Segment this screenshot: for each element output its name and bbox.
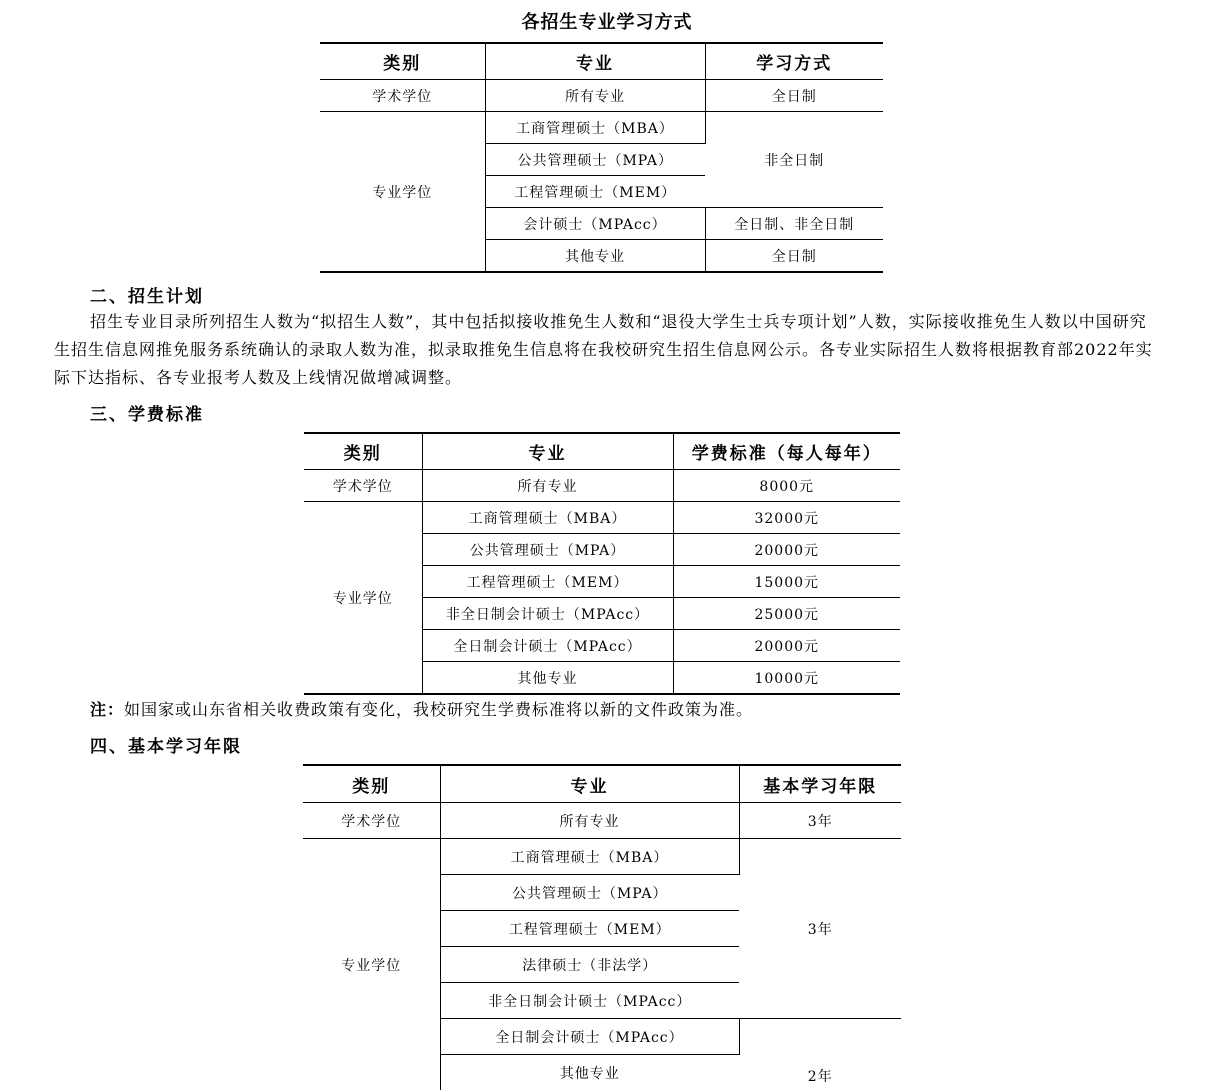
major-cell: 工程管理硕士（MEM） xyxy=(440,911,739,947)
section-heading-enrollment-plan: 二、招生计划 xyxy=(90,282,204,307)
fee-cell: 15000元 xyxy=(673,566,900,598)
category-cell: 专业学位 xyxy=(320,112,485,273)
table-row xyxy=(303,839,901,875)
column-header: 专业 xyxy=(485,43,705,80)
table-row xyxy=(304,502,900,534)
column-header: 类别 xyxy=(304,433,422,470)
major-cell: 公共管理硕士（MPA） xyxy=(485,144,705,176)
table-row xyxy=(303,803,901,839)
table1-caption: 各招生专业学习方式 xyxy=(0,8,1214,34)
major-cell: 全日制会计硕士（MPAcc） xyxy=(440,1019,739,1055)
fee-cell: 8000元 xyxy=(673,470,900,502)
table-row xyxy=(320,80,883,112)
major-cell: 公共管理硕士（MPA） xyxy=(422,534,673,566)
section-heading-tuition: 三、学费标准 xyxy=(90,400,204,425)
major-cell: 非全日制会计硕士（MPAcc） xyxy=(422,598,673,630)
fee-cell: 10000元 xyxy=(673,662,900,695)
major-cell: 会计硕士（MPAcc） xyxy=(485,208,705,240)
major-cell: 工商管理硕士（MBA） xyxy=(422,502,673,534)
table-row xyxy=(304,470,900,502)
tuition-note xyxy=(90,697,753,720)
study-years-table xyxy=(303,764,901,1090)
major-cell: 其他专业 xyxy=(440,1055,739,1090)
category-cell: 学术学位 xyxy=(303,803,440,839)
years-cell: 3年 xyxy=(739,803,901,839)
major-cell: 全日制会计硕士（MPAcc） xyxy=(422,630,673,662)
major-cell: 公共管理硕士（MPA） xyxy=(440,875,739,911)
column-header: 基本学习年限 xyxy=(739,765,901,803)
years-value: 2年 xyxy=(808,1069,833,1085)
major-cell: 工商管理硕士（MBA） xyxy=(440,839,739,875)
enrollment-plan-paragraph: 招生专业目录所列招生人数为“拟招生人数”，其中包括拟接收推免生人数和“退役大学生士兵专项计划”人数，实际接收推免生人数以中国研究生招生信息网推免服务系统确认的录取人数为准，拟录取推免生信息将在我校研究生招生信息网公示。各专业实际招生人数将根据教育部2022年实际下达指标、各专业报考人数及上线情况做增减调整。 xyxy=(54,308,1154,392)
table-row xyxy=(320,112,883,144)
major-cell: 工程管理硕士（MEM） xyxy=(485,176,705,208)
years-cell: 3年 xyxy=(739,839,901,1019)
fee-cell: 20000元 xyxy=(673,630,900,662)
section-heading-study-years: 四、基本学习年限 xyxy=(90,732,242,757)
mode-cell: 非全日制 xyxy=(705,112,883,208)
fee-cell: 20000元 xyxy=(673,534,900,566)
category-cell: 专业学位 xyxy=(304,502,422,695)
mode-cell: 全日制 xyxy=(705,240,883,273)
table-header-row xyxy=(303,765,901,803)
study-mode-table xyxy=(320,42,883,273)
major-cell: 所有专业 xyxy=(440,803,739,839)
major-cell: 其他专业 xyxy=(422,662,673,695)
note-text: 如国家或山东省相关收费政策有变化，我校研究生学费标准将以新的文件政策为准。 xyxy=(124,700,753,719)
category-cell: 学术学位 xyxy=(320,80,485,112)
major-cell: 其他专业 xyxy=(485,240,705,273)
column-header: 类别 xyxy=(320,43,485,80)
major-cell: 工商管理硕士（MBA） xyxy=(485,112,705,144)
column-header: 学习方式 xyxy=(705,43,883,80)
mode-cell: 全日制 xyxy=(705,80,883,112)
column-header: 专业 xyxy=(422,433,673,470)
note-label: 注： xyxy=(90,700,124,719)
major-cell: 所有专业 xyxy=(422,470,673,502)
major-cell: 法律硕士（非法学） xyxy=(440,947,739,983)
column-header: 专业 xyxy=(440,765,739,803)
table-header-row xyxy=(304,433,900,470)
category-cell: 专业学位 xyxy=(303,839,440,1090)
tuition-table xyxy=(304,432,900,695)
category-cell: 学术学位 xyxy=(304,470,422,502)
table-header-row xyxy=(320,43,883,80)
mode-cell: 全日制、非全日制 xyxy=(705,208,883,240)
fee-cell: 25000元 xyxy=(673,598,900,630)
column-header: 学费标准（每人每年） xyxy=(673,433,900,470)
major-cell: 所有专业 xyxy=(485,80,705,112)
major-cell: 工程管理硕士（MEM） xyxy=(422,566,673,598)
column-header: 类别 xyxy=(303,765,440,803)
years-cell xyxy=(739,1019,901,1090)
major-cell: 非全日制会计硕士（MPAcc） xyxy=(440,983,739,1019)
fee-cell: 32000元 xyxy=(673,502,900,534)
